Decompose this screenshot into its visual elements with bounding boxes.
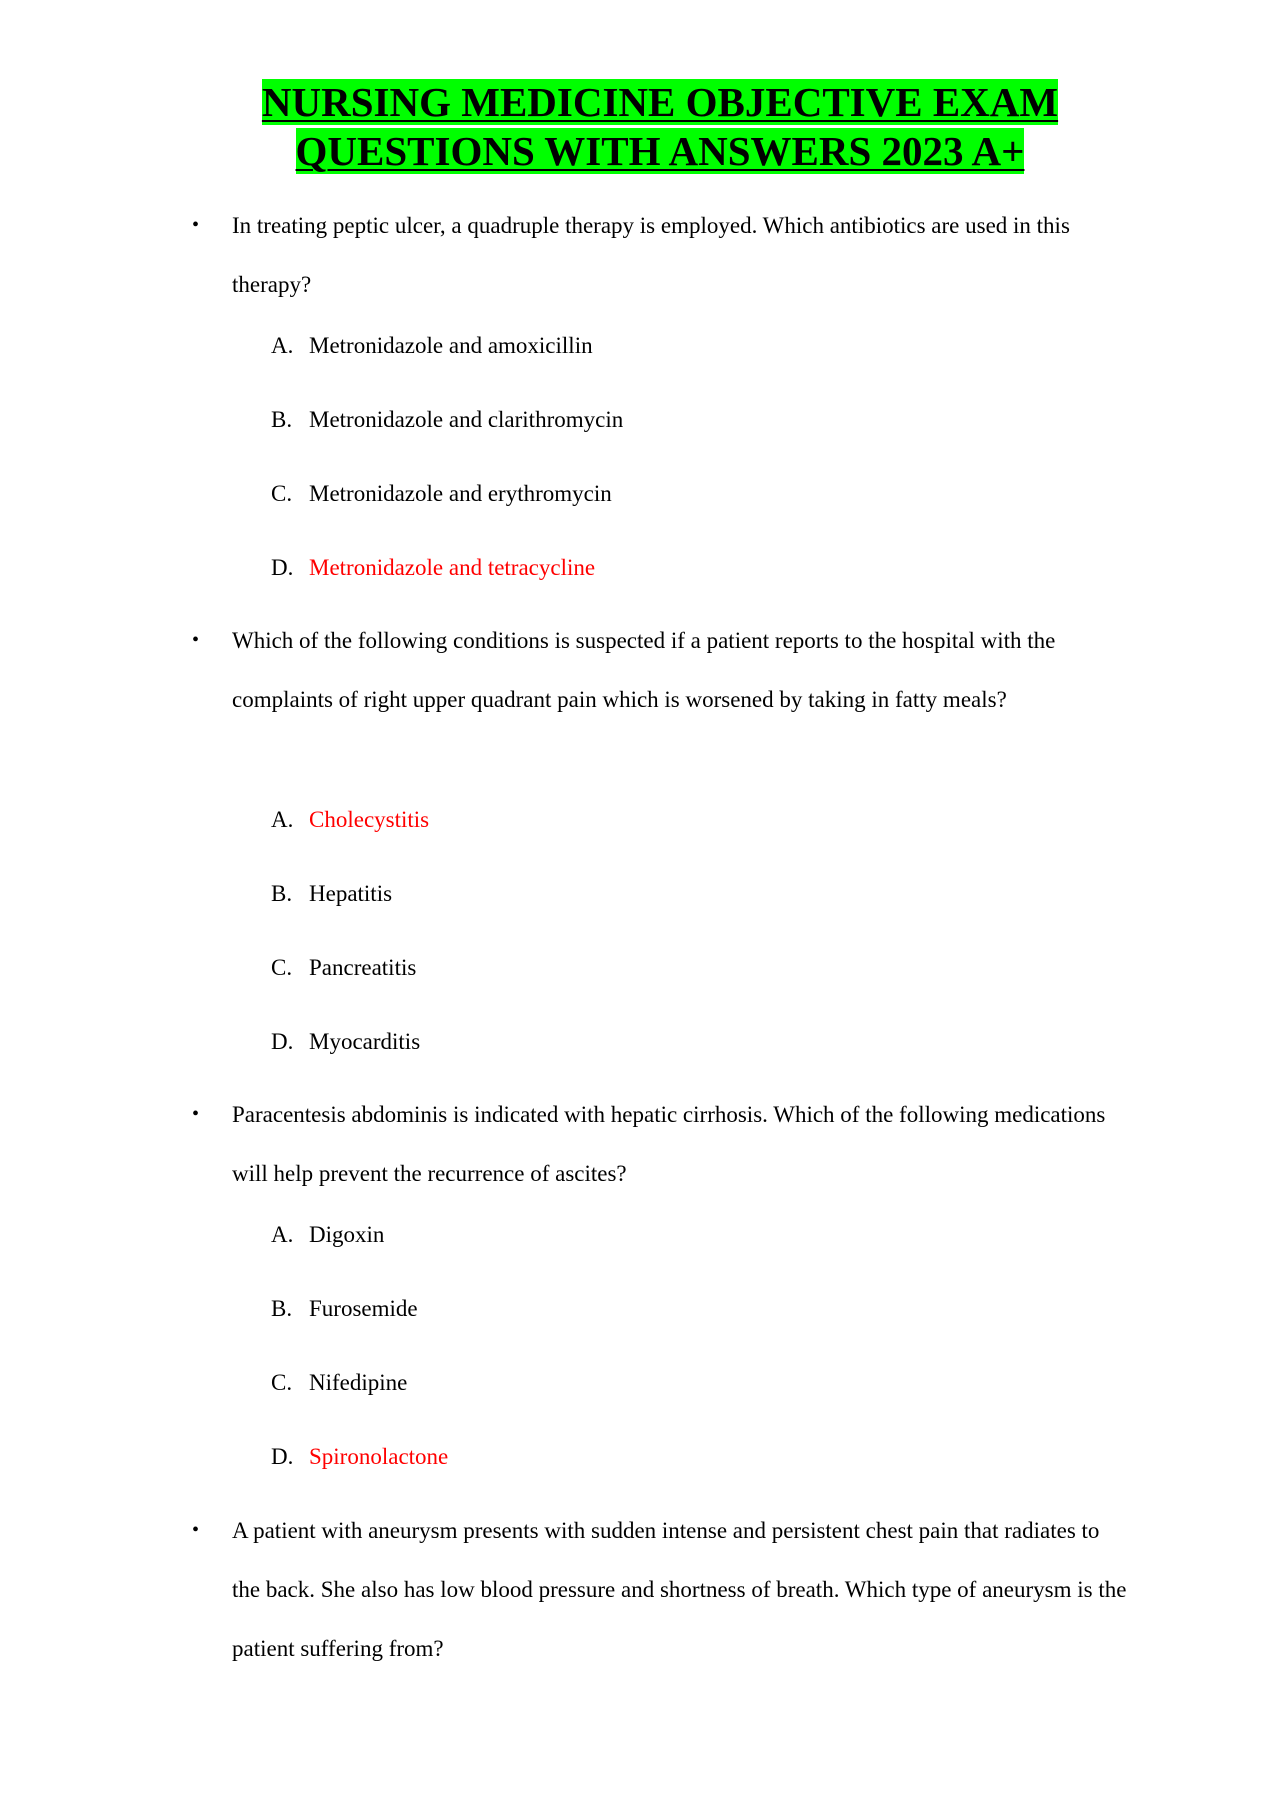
title-line-2: QUESTIONS WITH ANSWERS 2023 A+ bbox=[295, 128, 1025, 174]
bullet-icon: • bbox=[192, 1103, 200, 1125]
question-2-option-d: D. Myocarditis bbox=[271, 1029, 421, 1054]
bullet-icon: • bbox=[192, 629, 200, 651]
question-3-option-c: C. Nifedipine bbox=[271, 1370, 408, 1395]
question-1 bbox=[192, 196, 1132, 314]
question-2-option-c: C. Pancreatitis bbox=[271, 955, 417, 980]
question-2 bbox=[192, 611, 1132, 729]
correct-answer: Metronidazole and tetracycline bbox=[309, 555, 596, 580]
question-3-option-d: D. Spironolactone bbox=[271, 1444, 449, 1469]
question-1-option-c: C. Metronidazole and erythromycin bbox=[271, 481, 612, 506]
correct-answer: Cholecystitis bbox=[309, 807, 430, 832]
bullet-icon: • bbox=[192, 1519, 200, 1541]
document-title bbox=[0, 78, 1280, 176]
question-2-text: Which of the following conditions is suspected if a patient reports to the hospital with the complaints of right upper quadrant pain which is worsened by taking in fatty meals? bbox=[232, 628, 1056, 712]
question-1-option-a: A. Metronidazole and amoxicillin bbox=[271, 333, 593, 358]
question-3-option-a: A. Digoxin bbox=[271, 1222, 385, 1247]
question-1-option-d: D. Metronidazole and tetracycline bbox=[271, 555, 596, 580]
title-line-1: NURSING MEDICINE OBJECTIVE EXAM bbox=[261, 79, 1059, 125]
question-4-text: A patient with aneurysm presents with sudden intense and persistent chest pain that radiates to the back. She also has low blood pressure and shortness of breath. Which type of aneurysm is the patient suffering from? bbox=[232, 1518, 1127, 1661]
question-2-option-a: A. Cholecystitis bbox=[271, 807, 430, 832]
question-2-option-b: B. Hepatitis bbox=[271, 881, 393, 906]
question-1-option-b: B. Metronidazole and clarithromycin bbox=[271, 407, 624, 432]
question-3-text: Paracentesis abdominis is indicated with hepatic cirrhosis. Which of the following medications will help prevent the recurrence of ascites? bbox=[232, 1102, 1106, 1186]
question-3 bbox=[192, 1085, 1132, 1203]
question-4 bbox=[192, 1501, 1132, 1678]
question-1-text: In treating peptic ulcer, a quadruple therapy is employed. Which antibiotics are used in this therapy? bbox=[232, 213, 1070, 297]
correct-answer: Spironolactone bbox=[309, 1444, 449, 1469]
bullet-icon: • bbox=[192, 214, 200, 236]
question-3-option-b: B. Furosemide bbox=[271, 1296, 418, 1321]
